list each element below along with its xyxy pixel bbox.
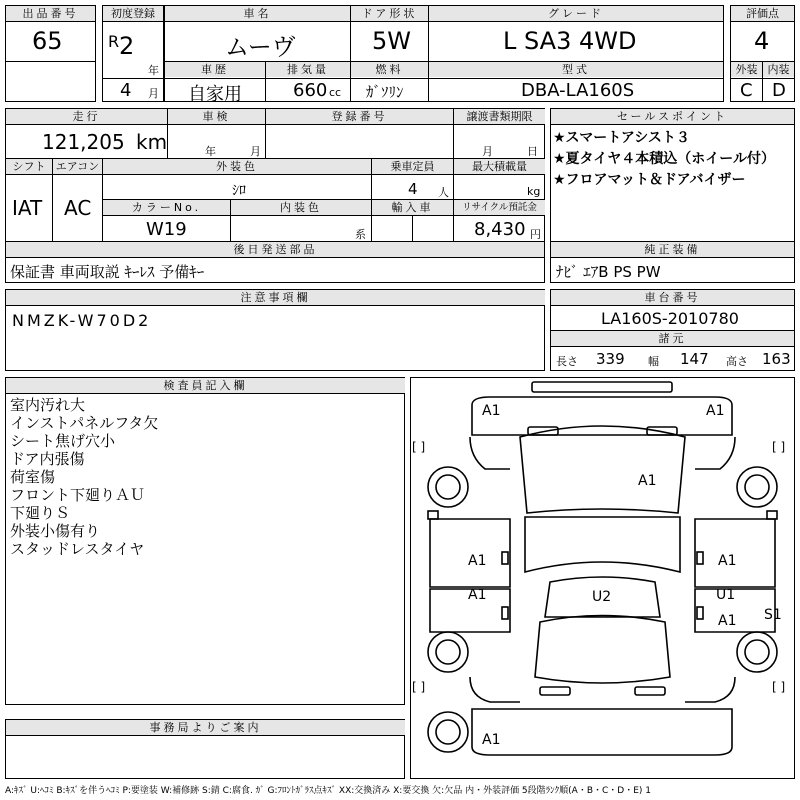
damage-mark: S1 [764, 607, 782, 623]
inspection-year: 年 [205, 145, 216, 158]
first-reg-label: 初度登録 [103, 6, 163, 21]
load-label: 最大積載量 [454, 159, 545, 174]
inspection-month: 月 [250, 145, 261, 158]
inspector-item: シート焦げ穴小 [10, 432, 116, 450]
history-label: 車歴 [165, 62, 265, 77]
ext-color-value: ｼﾛ [232, 183, 246, 199]
capacity-unit: 人 [438, 186, 449, 199]
inspector-item: 下廻りＳ [10, 504, 71, 522]
damage-mark: A1 [482, 732, 501, 748]
inspector-item: フロント下廻りＡＵ [10, 486, 146, 504]
grade-label: グレード [429, 6, 723, 21]
import-label: 輸入車 [372, 200, 453, 215]
inspector-item: ドア内張傷 [10, 450, 85, 468]
sales-list [553, 128, 775, 191]
grade-value: L SA3 4WD [503, 27, 637, 55]
capacity-label: 乗車定員 [372, 159, 453, 174]
inspector-item: インストパネルフタ欠 [10, 414, 159, 432]
load-unit: kg [527, 185, 541, 198]
shift-label: シフト [6, 159, 52, 174]
damage-mark: A1 [718, 553, 737, 569]
transfer-label: 譲渡書類期限 [454, 109, 545, 124]
mileage-value: 121,205 [42, 130, 125, 154]
shift-value: IAT [12, 196, 43, 220]
width-value: 147 [680, 350, 709, 368]
sales-item: ★夏タイヤ４本積込（ホイール付） [553, 151, 775, 167]
model-value: DBA-LA160S [521, 80, 635, 101]
inspector-item: スタッドレスタイヤ [10, 540, 145, 558]
ac-value: AC [64, 196, 92, 220]
equipment-value: ﾅﾋﾞ ｴｱB PS PW [556, 263, 661, 281]
lot-label: 出品番号 [6, 6, 95, 21]
damage-mark: A1 [718, 613, 737, 629]
inspector-item: 荷室傷 [10, 468, 56, 486]
inspection-label: 車検 [168, 109, 265, 124]
chassis-value: LA160S-2010780 [601, 309, 739, 328]
recycle-label: リサイクル預託金 [454, 200, 545, 215]
reg-no-label: 登録番号 [266, 109, 453, 124]
parts-label: 後日発送部品 [6, 242, 545, 257]
history-value: 自家用 [188, 84, 242, 105]
interior-label: 内装 [763, 62, 794, 77]
damage-mark: U1 [716, 587, 736, 603]
mileage-label: 走行 [6, 109, 167, 124]
displacement-value: 660 [293, 80, 328, 101]
damage-mark: A1 [482, 403, 501, 419]
bracket-mark: [ ] [412, 440, 426, 454]
inspector-item: 室内汚れ大 [10, 396, 86, 414]
fuel-value: ｶﾞｿﾘﾝ [366, 83, 404, 101]
door-value: 5W [372, 27, 411, 55]
damage-mark: A1 [468, 553, 487, 569]
car-diagram [410, 377, 795, 779]
sales-item: ★スマートアシスト３ [553, 130, 690, 146]
month-value: 4 [120, 80, 132, 101]
bracket-mark: [ ] [772, 680, 786, 694]
lot-value: 65 [32, 27, 63, 55]
displacement-unit: cc [329, 86, 342, 99]
inspector-list [10, 396, 158, 558]
score-value: 4 [754, 27, 770, 55]
int-color-label: 内装色 [231, 200, 371, 215]
chassis-label: 車台番号 [551, 290, 794, 305]
recycle-value: 8,430 [474, 219, 526, 240]
model-label: 型式 [429, 62, 723, 77]
score-label: 評価点 [731, 6, 794, 21]
fuel-label: 燃料 [351, 62, 428, 77]
equipment-label: 純正装備 [551, 242, 794, 257]
year-value: 2 [119, 32, 135, 60]
int-color-unit: 系 [355, 228, 366, 241]
length-label: 長さ [556, 355, 578, 368]
exterior-value: C [740, 80, 753, 101]
damage-mark: A1 [638, 473, 657, 489]
damage-mark: A1 [468, 587, 487, 603]
damage-mark: U2 [592, 589, 612, 605]
displacement-label: 排気量 [266, 62, 350, 77]
width-label: 幅 [648, 355, 659, 368]
height-value: 163 [762, 350, 791, 368]
notes-label: 注意事項欄 [6, 290, 545, 305]
bracket-mark: [ ] [412, 680, 426, 694]
door-label: ドア形状 [351, 6, 428, 21]
ext-color-label: 外装色 [103, 159, 371, 174]
inspector-item: 外装小傷有り [10, 522, 101, 540]
transfer-month: 月 [482, 145, 493, 158]
notes-value: NMZK-W70D2 [12, 311, 152, 330]
sales-label: セールスポイント [551, 109, 794, 124]
office-label: 事務局よりご案内 [6, 720, 405, 735]
parts-value: 保証書 車両取説 ｷｰﾚｽ 予備ｷｰ [10, 263, 205, 281]
capacity-value: 4 [408, 180, 418, 198]
year-unit: 年 [148, 64, 159, 77]
bracket-mark: [ ] [772, 440, 786, 454]
legend-text: A:ｷｽﾞ U:ﾍｺﾐ B:ｷｽﾞを伴うﾍｺﾐ P:要塗装 W:補修跡 S:錆 C:腐食. ｶﾞ G:ﾌﾛﾝﾄｶﾞﾗｽ点ｷｽﾞ XX:交換済み X:要交換 欠:欠品 内・外装評価 5段階ﾗﾝｸ順(A・B・C・D・E) 1 [5, 786, 652, 796]
inspector-label: 検査員記入欄 [6, 378, 405, 393]
color-no-label: カラーNo. [103, 200, 230, 215]
length-value: 339 [596, 350, 625, 368]
era-value: R [108, 32, 120, 51]
mileage-unit: km [136, 130, 168, 154]
month-unit: 月 [148, 87, 159, 100]
interior-value: D [772, 80, 786, 101]
ac-label: エアコン [53, 159, 102, 174]
exterior-label: 外装 [731, 62, 762, 77]
dims-label: 諸元 [551, 331, 794, 346]
damage-mark: A1 [706, 403, 725, 419]
transfer-day: 日 [527, 145, 538, 158]
car-name-value: ムーヴ [225, 33, 296, 61]
car-name-label: 車名 [165, 6, 350, 21]
color-no-value: W19 [146, 219, 187, 240]
recycle-unit: 円 [530, 228, 541, 241]
sales-item: ★フロアマット＆ドアバイザー [553, 172, 746, 188]
height-label: 高さ [726, 355, 748, 368]
